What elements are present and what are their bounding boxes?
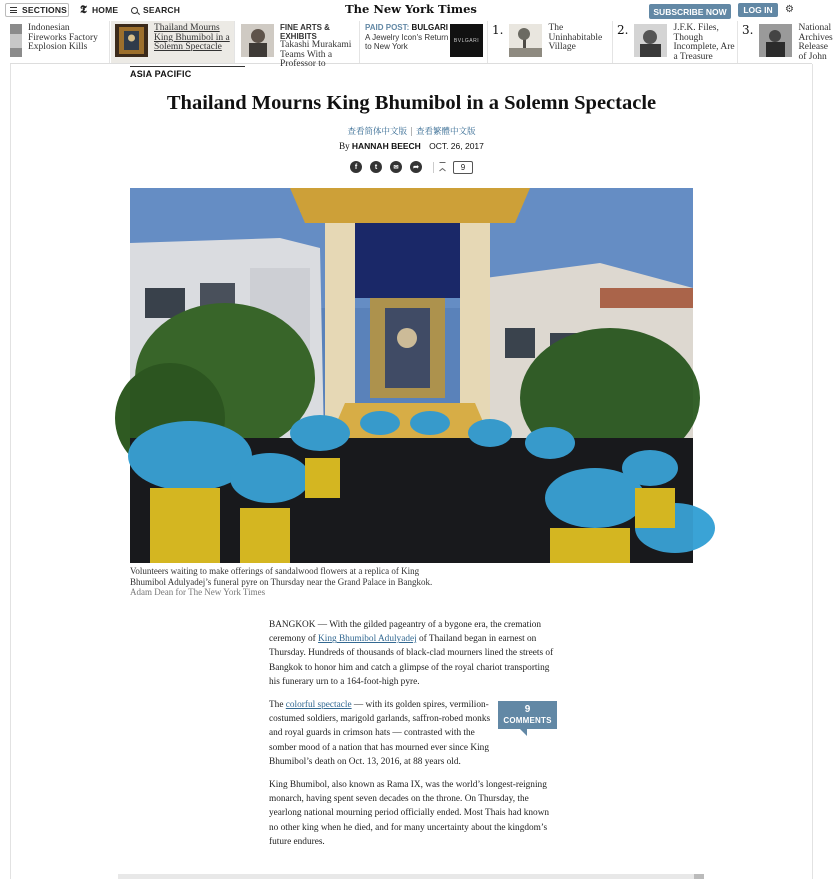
photo-caption: [130, 566, 440, 598]
ribbon-title: Thailand Mourns King Bhumibol in a Solemn Spectacle: [154, 23, 230, 52]
thumbnail-image: [10, 24, 22, 57]
ribbon-kicker: FINE ARTS & EXHIBITS: [280, 23, 330, 41]
bulgari-thumbnail: BVLGARI: [450, 24, 483, 57]
paid-post-brand: BULGARI: [411, 23, 448, 32]
ribbon-title: J.F.K. Files, Though Incomplete, Are a Treasure: [673, 23, 735, 62]
ribbon-title: National Archives Release of John: [798, 23, 833, 62]
photo-credit: Adam Dean for The New York Times: [130, 587, 266, 597]
facebook-share-icon[interactable]: f: [350, 161, 362, 173]
story-ribbon: [10, 21, 833, 69]
paid-post-label: PAID POST:: [365, 23, 410, 32]
thumbnail-image: [241, 24, 274, 57]
colorful-spectacle-link[interactable]: colorful spectacle: [285, 700, 352, 711]
ribbon-title: Takashi Murakami Teams With a Professor to: [280, 40, 352, 69]
ribbon-item[interactable]: [236, 21, 360, 69]
ribbon-item-most-popular[interactable]: [614, 21, 738, 63]
ribbon-item-active[interactable]: [111, 21, 235, 63]
ribbon-item-most-popular[interactable]: [739, 21, 833, 63]
comments-count-button[interactable]: 9: [453, 161, 473, 174]
gear-icon[interactable]: ⚙: [785, 4, 794, 15]
email-share-icon[interactable]: ✉: [390, 161, 402, 173]
simplified-chinese-link[interactable]: 查看简体中文版: [347, 127, 408, 137]
page-frame-right: [812, 64, 813, 879]
page-frame-left: [10, 64, 11, 879]
ribbon-item[interactable]: [10, 21, 110, 63]
horizontal-scrollbar[interactable]: [118, 874, 704, 879]
share-divider: [433, 162, 434, 173]
kicker-rule: [130, 66, 245, 67]
p2-text-after: — with its golden spires, vermilion-costumed soldiers, marigold garlands, saffron-robed monks and royal guards in crimson hats — contrasted with the somber mood of a nation that has mourned ever since King Bhumibol’s death on Oct. 13, 2016, at 88 years old.: [269, 700, 491, 767]
search-label: SEARCH: [143, 5, 181, 15]
article-headline: Thailand Mourns King Bhumibol in a Solemn Spectacle: [166, 92, 657, 114]
caption-text: Volunteers waiting to make offerings of sandalwood flowers at a replica of King Bhumibol Adulyadej’s funeral pyre on Thursday near the Grand Palace in Bangkok.: [130, 566, 433, 587]
sections-label: SECTIONS: [22, 5, 68, 15]
lead-photo[interactable]: [130, 188, 693, 563]
ribbon-item-most-popular[interactable]: [489, 21, 613, 63]
bookmark-icon[interactable]: [439, 162, 446, 172]
masthead-bar: [0, 0, 822, 20]
ribbon-item-paid-post[interactable]: [361, 21, 488, 63]
comments-badge-label: COMMENTS: [503, 716, 552, 725]
ribbon-title: A Jewelry Icon's Return to New York: [365, 32, 449, 51]
thumbnail-image: [509, 24, 542, 57]
logo-text: The New York Times: [345, 2, 477, 16]
byline: [130, 141, 693, 151]
subscribe-button[interactable]: SUBSCRIBE NOW: [649, 4, 731, 19]
login-button[interactable]: LOG IN: [738, 3, 778, 17]
comments-badge[interactable]: [498, 701, 557, 729]
publish-date: OCT. 26, 2017: [429, 141, 484, 151]
thumbnail-image: [634, 24, 667, 57]
paragraph: [269, 618, 554, 689]
rank-number: 3.: [742, 23, 754, 37]
ribbon-title: Indonesian Fireworks Factory Explosion Kills: [28, 23, 98, 52]
byline-prefix: By: [339, 141, 350, 151]
rank-number: 1.: [492, 23, 504, 37]
more-share-icon[interactable]: ➦: [410, 161, 422, 173]
rank-number: 2.: [617, 23, 629, 37]
nyt-t-icon: 𝕿: [80, 3, 87, 16]
thumbnail-image: [759, 24, 792, 57]
p2-text-before: The: [269, 700, 286, 711]
p1-text-before: BANGKOK — With the gilded pageantry of a bygone era, the cremation ceremony of: [269, 620, 542, 645]
paid-post-kicker: [365, 24, 450, 33]
author-link[interactable]: HANNAH BEECH: [351, 141, 421, 151]
thumbnail-image: [115, 24, 148, 57]
p1-text-after: of Thailand began in earnest on Thursday. Hundreds of thousands of black-clad mourners lined the streets of Bangkok to honor him and catch a glimpse of the royal chariot transporting his funerary urn to a 164-foot-high pyre.: [269, 634, 554, 687]
comments-badge-count: 9: [524, 704, 531, 715]
translation-links: [130, 125, 693, 137]
ribbon-title: The Uninhabitable Village: [548, 23, 603, 52]
home-label: HOME: [91, 5, 119, 15]
traditional-chinese-link[interactable]: 查看繁體中文版: [415, 127, 476, 137]
king-bhumibol-link[interactable]: King Bhumibol Adulyadej: [318, 634, 417, 645]
article-body: [269, 618, 554, 858]
paragraph: King Bhumibol, also known as Rama IX, was the world’s longest-reigning monarch, having spent seven decades on the throne. On Thursday, the yearlong national mourning period officially ended. Most Thais had known no other king when he died, and for many uncertainty about the kingdom’s future endures.: [269, 780, 550, 847]
section-kicker[interactable]: ASIA PACIFIC: [130, 69, 192, 79]
twitter-share-icon[interactable]: t: [370, 161, 382, 173]
divider: |: [410, 127, 413, 137]
